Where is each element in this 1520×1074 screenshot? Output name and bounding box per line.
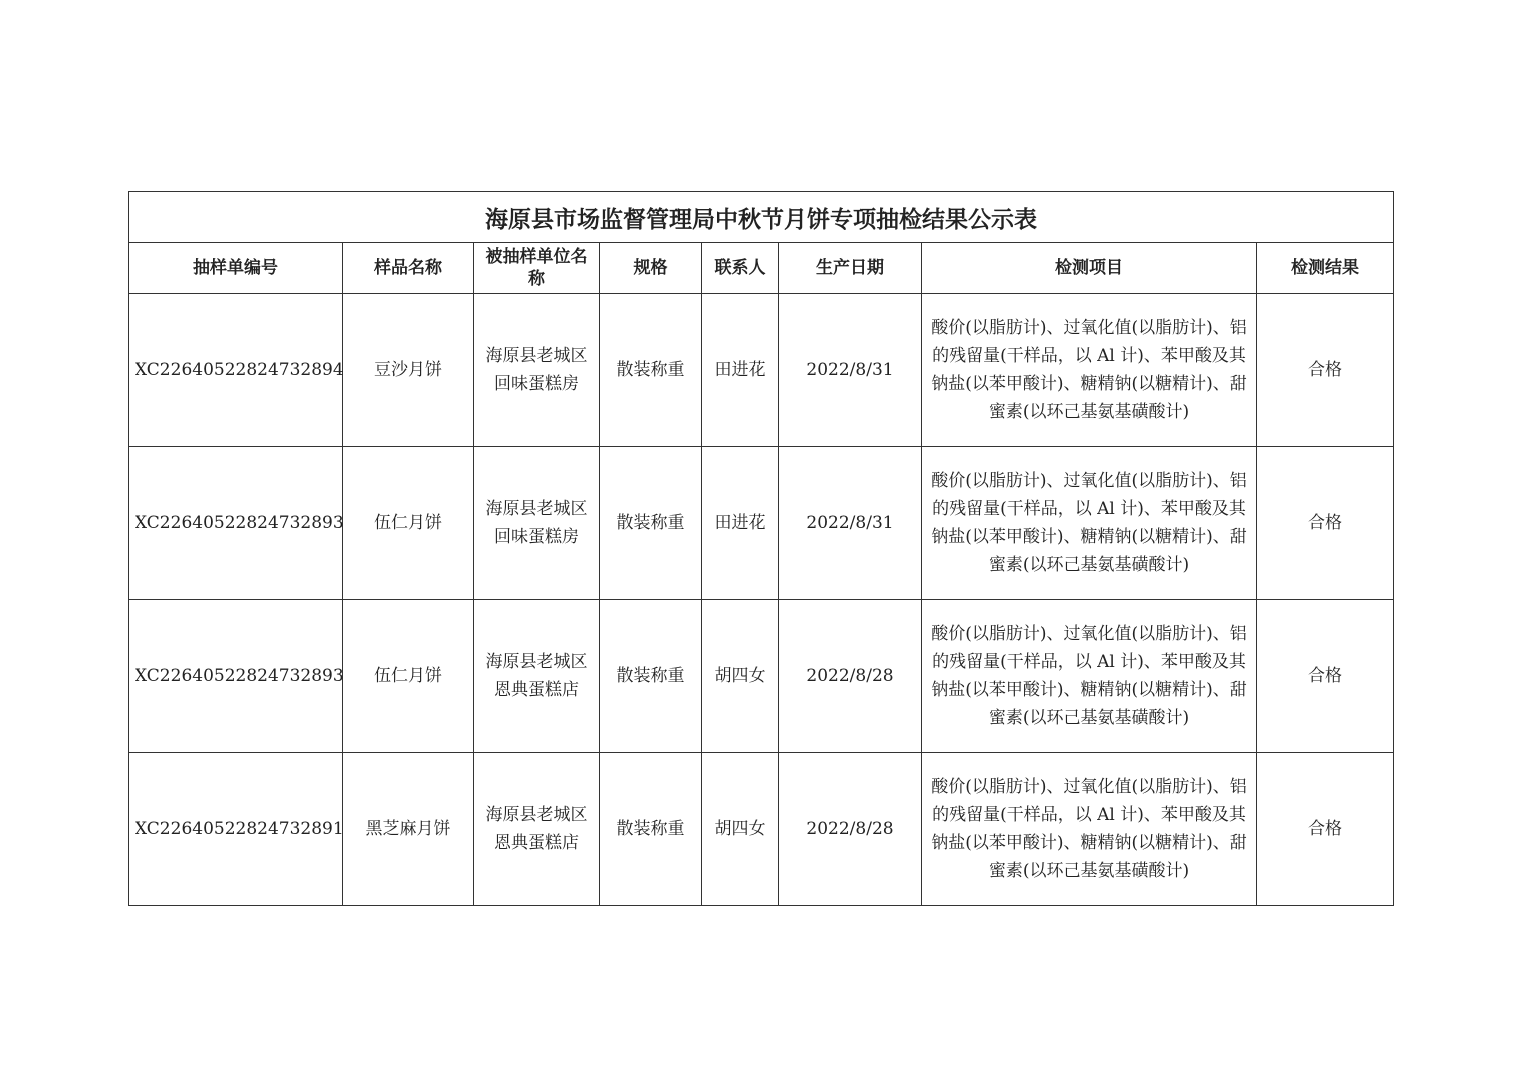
cell-spec: 散装称重: [600, 447, 702, 600]
header-row: [129, 243, 1394, 294]
cell-sample-name: 黑芝麻月饼: [343, 753, 474, 906]
header-contact: 联系人: [702, 243, 779, 294]
cell-sample-name: 豆沙月饼: [343, 294, 474, 447]
cell-test-result: 合格: [1257, 753, 1394, 906]
cell-test-items: 酸价(以脂肪计)、过氧化值(以脂肪计)、铝的残留量(干样品，以 Al 计)、苯甲酸及其钠盐(以苯甲酸计)、糖精钠(以糖精计)、甜蜜素(以环己基氨基磺酸计): [922, 600, 1257, 753]
table-title: 海原县市场监督管理局中秋节月饼专项抽检结果公示表: [129, 192, 1394, 243]
header-sample-id: 抽样单编号: [129, 243, 343, 294]
cell-test-items: 酸价(以脂肪计)、过氧化值(以脂肪计)、铝的残留量(干样品，以 Al 计)、苯甲酸及其钠盐(以苯甲酸计)、糖精钠(以糖精计)、甜蜜素(以环己基氨基磺酸计): [922, 447, 1257, 600]
cell-spec: 散装称重: [600, 753, 702, 906]
header-production-date: 生产日期: [779, 243, 922, 294]
cell-sample-id: XC22640522824732893: [129, 600, 343, 753]
header-sample-name: 样品名称: [343, 243, 474, 294]
cell-production-date: 2022/8/31: [779, 447, 922, 600]
cell-production-date: 2022/8/31: [779, 294, 922, 447]
cell-test-items: 酸价(以脂肪计)、过氧化值(以脂肪计)、铝的残留量(干样品，以 Al 计)、苯甲酸及其钠盐(以苯甲酸计)、糖精钠(以糖精计)、甜蜜素(以环己基氨基磺酸计): [922, 753, 1257, 906]
table-row: [129, 447, 1394, 600]
cell-sampled-unit: 海原县老城区恩典蛋糕店: [474, 600, 600, 753]
cell-sampled-unit: 海原县老城区回味蛋糕房: [474, 447, 600, 600]
cell-test-result: 合格: [1257, 600, 1394, 753]
table-row: [129, 600, 1394, 753]
header-test-result: 检测结果: [1257, 243, 1394, 294]
header-spec: 规格: [600, 243, 702, 294]
cell-sampled-unit: 海原县老城区恩典蛋糕店: [474, 753, 600, 906]
table-row: [129, 294, 1394, 447]
cell-spec: 散装称重: [600, 294, 702, 447]
table-row: [129, 753, 1394, 906]
cell-test-result: 合格: [1257, 294, 1394, 447]
header-test-items: 检测项目: [922, 243, 1257, 294]
cell-sample-id: XC22640522824732893: [129, 447, 343, 600]
cell-test-items: 酸价(以脂肪计)、过氧化值(以脂肪计)、铝的残留量(干样品，以 Al 计)、苯甲酸及其钠盐(以苯甲酸计)、糖精钠(以糖精计)、甜蜜素(以环己基氨基磺酸计): [922, 294, 1257, 447]
cell-sampled-unit: 海原县老城区回味蛋糕房: [474, 294, 600, 447]
cell-production-date: 2022/8/28: [779, 600, 922, 753]
cell-sample-name: 伍仁月饼: [343, 447, 474, 600]
results-table: [128, 191, 1394, 906]
cell-spec: 散装称重: [600, 600, 702, 753]
cell-sample-id: XC22640522824732894: [129, 294, 343, 447]
cell-sample-name: 伍仁月饼: [343, 600, 474, 753]
cell-test-result: 合格: [1257, 447, 1394, 600]
header-sampled-unit: 被抽样单位名称: [474, 243, 600, 294]
cell-contact: 田进花: [702, 294, 779, 447]
cell-contact: 胡四女: [702, 600, 779, 753]
cell-contact: 胡四女: [702, 753, 779, 906]
cell-contact: 田进花: [702, 447, 779, 600]
cell-production-date: 2022/8/28: [779, 753, 922, 906]
cell-sample-id: XC22640522824732891: [129, 753, 343, 906]
